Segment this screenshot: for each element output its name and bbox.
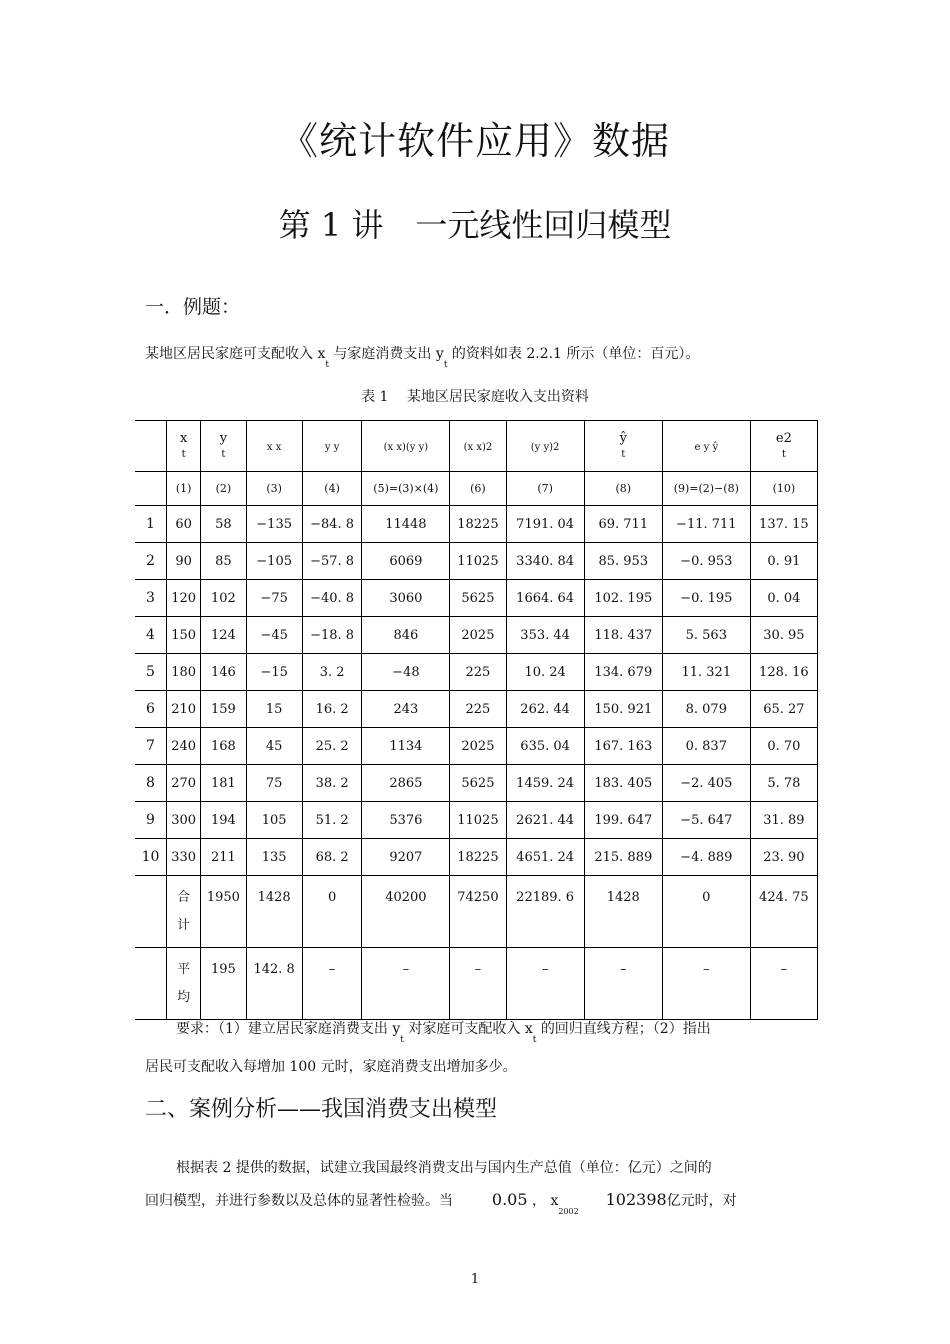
table-cell: 75 (246, 765, 302, 802)
intro-text-3: 的资料如表 2.2.1 所示（单位：百元）。 (451, 346, 700, 362)
sum-cell: 1950 (201, 876, 246, 948)
requirements-line-1 (176, 1018, 711, 1045)
table-cell: 45 (246, 728, 302, 765)
avg-cell: 195 (201, 948, 246, 1020)
table-cell: 1134 (362, 728, 450, 765)
table-cell: 102 (201, 580, 246, 617)
table-cell: 9207 (362, 839, 450, 876)
gdp-value: 102398 (605, 1190, 667, 1209)
table-cell: 51. 2 (302, 802, 362, 839)
header-cell: ŷ t (584, 421, 662, 472)
table-cell: 31. 89 (750, 802, 817, 839)
table-cell: 11. 321 (662, 654, 750, 691)
req-text-2: 对家庭可支配收入 (408, 1021, 521, 1037)
table-cell: 69. 711 (584, 506, 662, 543)
x-sub-2002: 2002 (558, 1207, 579, 1216)
table-cell: 5625 (450, 580, 506, 617)
table-cell: 8. 079 (662, 691, 750, 728)
table-cell: 137. 15 (750, 506, 817, 543)
table-row (135, 691, 818, 728)
req-x-var: x (524, 1021, 533, 1037)
avg-corner (135, 948, 167, 1020)
requirements-line-2: 居民可支配收入每增加 100 元时，家庭消费支出增加多少。 (145, 1059, 517, 1075)
table-cell: 58 (201, 506, 246, 543)
row-number: 2 (135, 543, 167, 580)
table-cell: 215. 889 (584, 839, 662, 876)
avg-label: 平 均 (167, 948, 201, 1020)
table-cell: 5625 (450, 765, 506, 802)
table-cell: 3340. 84 (506, 543, 584, 580)
table-cell: 10. 24 (506, 654, 584, 691)
table-cell: −2. 405 (662, 765, 750, 802)
sum-cell: 424. 75 (750, 876, 817, 948)
table-cell: −0. 953 (662, 543, 750, 580)
column-number: (1) (167, 472, 201, 506)
table-cell: 18225 (450, 839, 506, 876)
table-cell: 150. 921 (584, 691, 662, 728)
table-cell: 150 (167, 617, 201, 654)
table-cell: 120 (167, 580, 201, 617)
column-number: (5)=(3)×(4) (362, 472, 450, 506)
intro-x-var: x (317, 346, 326, 362)
row-number: 10 (135, 839, 167, 876)
avg-cell: 142. 8 (246, 948, 302, 1020)
row-number: 5 (135, 654, 167, 691)
table-cell: 3060 (362, 580, 450, 617)
table-cell: 7191. 04 (506, 506, 584, 543)
table-cell: 23. 90 (750, 839, 817, 876)
table-avg-row (135, 948, 818, 1020)
table-cell: −45 (246, 617, 302, 654)
x-var: x (550, 1193, 559, 1209)
avg-cell: – (750, 948, 817, 1020)
header-cell: y t (201, 421, 246, 472)
table-cell: −135 (246, 506, 302, 543)
table-cell: 183. 405 (584, 765, 662, 802)
table-row (135, 580, 818, 617)
lecture-title: 第 1 讲 一元线性回归模型 (278, 206, 672, 244)
header-cell: (y y)2 (506, 421, 584, 472)
table-cell: 15 (246, 691, 302, 728)
header-cell: x x (246, 421, 302, 472)
page-number: 1 (470, 1272, 480, 1287)
header-cell: y y (302, 421, 362, 472)
table-cell: 135 (246, 839, 302, 876)
avg-cell: – (302, 948, 362, 1020)
table-cell: 38. 2 (302, 765, 362, 802)
table-cell: 16. 2 (302, 691, 362, 728)
table-cell: 11448 (362, 506, 450, 543)
table-cell: 85 (201, 543, 246, 580)
req-text-3: 的回归直线方程；（2）指出 (540, 1021, 711, 1037)
sum-label: 合 计 (167, 876, 201, 948)
row-number: 4 (135, 617, 167, 654)
req-y-var: y (392, 1021, 401, 1037)
table-cell: 168 (201, 728, 246, 765)
table-cell: 2025 (450, 617, 506, 654)
table-cell: 30. 95 (750, 617, 817, 654)
sum-cell: 74250 (450, 876, 506, 948)
table-cell: 3. 2 (302, 654, 362, 691)
table-cell: 68. 2 (302, 839, 362, 876)
section2-text-a: 回归模型，并进行参数以及总体的显著性检验。当 (145, 1193, 453, 1209)
table-cell: 60 (167, 506, 201, 543)
table-cell: 18225 (450, 506, 506, 543)
table-cell: 225 (450, 691, 506, 728)
column-number-corner (135, 472, 167, 506)
sum-cell: 22189. 6 (506, 876, 584, 948)
header-cell: (x x)(y y) (362, 421, 450, 472)
section2-text-b: 亿元时，对 (666, 1193, 737, 1209)
row-number: 7 (135, 728, 167, 765)
data-table (135, 420, 818, 1020)
table-cell: 146 (201, 654, 246, 691)
intro-text-1: 某地区居民家庭可支配收入 (145, 346, 313, 362)
header-cell: e2 t (750, 421, 817, 472)
table-row (135, 654, 818, 691)
table-cell: 0. 70 (750, 728, 817, 765)
sum-cell: 0 (302, 876, 362, 948)
header-cell: (x x)2 (450, 421, 506, 472)
table-cell: 353. 44 (506, 617, 584, 654)
table-row (135, 802, 818, 839)
avg-cell: – (362, 948, 450, 1020)
intro-y-var: y (435, 346, 444, 362)
table-cell: 1664. 64 (506, 580, 584, 617)
sum-cell: 40200 (362, 876, 450, 948)
table-cell: 211 (201, 839, 246, 876)
row-number: 6 (135, 691, 167, 728)
header-cell: x t (167, 421, 201, 472)
intro-x-sub: t (325, 360, 329, 370)
table-cell: 0. 04 (750, 580, 817, 617)
table-cell: 1459. 24 (506, 765, 584, 802)
table-cell: 90 (167, 543, 201, 580)
header-corner (135, 421, 167, 472)
table-cell: 2865 (362, 765, 450, 802)
table-cell: 134. 679 (584, 654, 662, 691)
table-cell: −15 (246, 654, 302, 691)
table-cell: 262. 44 (506, 691, 584, 728)
table-cell: 300 (167, 802, 201, 839)
table-cell: 194 (201, 802, 246, 839)
column-number: (4) (302, 472, 362, 506)
avg-cell: – (506, 948, 584, 1020)
table-cell: 0. 91 (750, 543, 817, 580)
req-text-1: 要求：（1）建立居民家庭消费支出 (176, 1021, 388, 1037)
table-cell: 167. 163 (584, 728, 662, 765)
table-cell: 25. 2 (302, 728, 362, 765)
table-cell: 2621. 44 (506, 802, 584, 839)
column-number: (9)=(2)−(8) (662, 472, 750, 506)
column-number: (2) (201, 472, 246, 506)
table-cell: 240 (167, 728, 201, 765)
table-cell: 243 (362, 691, 450, 728)
req-y-sub: t (400, 1035, 404, 1045)
avg-cell: – (662, 948, 750, 1020)
table-row (135, 839, 818, 876)
table-cell: −84. 8 (302, 506, 362, 543)
row-number: 1 (135, 506, 167, 543)
table-cell: 128. 16 (750, 654, 817, 691)
table-cell: −4. 889 (662, 839, 750, 876)
section2-line-2 (145, 1190, 737, 1216)
table-cell: 180 (167, 654, 201, 691)
table-row (135, 543, 818, 580)
document-title: 《统计软件应用》数据 (279, 119, 670, 163)
table-cell: 6069 (362, 543, 450, 580)
column-number: (3) (246, 472, 302, 506)
table-cell: 210 (167, 691, 201, 728)
section1-intro (145, 343, 700, 370)
table-cell: 85. 953 (584, 543, 662, 580)
table-caption: 表 1 某地区居民家庭收入支出资料 (361, 389, 589, 405)
table-cell: 5. 78 (750, 765, 817, 802)
table-row (135, 728, 818, 765)
row-number: 8 (135, 765, 167, 802)
req-x-sub: t (532, 1035, 537, 1045)
table-cell: −57. 8 (302, 543, 362, 580)
table-cell: 102. 195 (584, 580, 662, 617)
table-row (135, 617, 818, 654)
column-number-row (135, 472, 818, 506)
table-row (135, 765, 818, 802)
table-cell: 159 (201, 691, 246, 728)
table-cell: 105 (246, 802, 302, 839)
table-cell: 5376 (362, 802, 450, 839)
table-cell: 118. 437 (584, 617, 662, 654)
table-cell: 330 (167, 839, 201, 876)
table-cell: 225 (450, 654, 506, 691)
comma: ， (531, 1193, 546, 1209)
section2-heading: 二、案例分析——我国消费支出模型 (145, 1097, 498, 1122)
table-cell: 270 (167, 765, 201, 802)
table-sum-row (135, 876, 818, 948)
alpha-value: 0.05 (491, 1190, 528, 1209)
column-number: (7) (506, 472, 584, 506)
table-cell: 5. 563 (662, 617, 750, 654)
sum-cell: 1428 (246, 876, 302, 948)
column-number: (8) (584, 472, 662, 506)
sum-corner (135, 876, 167, 948)
table-cell: 11025 (450, 802, 506, 839)
column-number: (10) (750, 472, 817, 506)
table-cell: −0. 195 (662, 580, 750, 617)
avg-cell: – (584, 948, 662, 1020)
row-number: 3 (135, 580, 167, 617)
section2-line-1: 根据表 2 提供的数据，试建立我国最终消费支出与国内生产总值（单位：亿元）之间的 (176, 1160, 712, 1176)
row-number: 9 (135, 802, 167, 839)
table-cell: −40. 8 (302, 580, 362, 617)
avg-cell: – (450, 948, 506, 1020)
table-cell: 11025 (450, 543, 506, 580)
table-cell: 635. 04 (506, 728, 584, 765)
table-cell: −48 (362, 654, 450, 691)
table-cell: 2025 (450, 728, 506, 765)
table-cell: −5. 647 (662, 802, 750, 839)
table-header-row (135, 421, 818, 472)
table-cell: 124 (201, 617, 246, 654)
sum-cell: 1428 (584, 876, 662, 948)
column-number: (6) (450, 472, 506, 506)
table-cell: −18. 8 (302, 617, 362, 654)
table-cell: −105 (246, 543, 302, 580)
header-cell: e y ŷ (662, 421, 750, 472)
section1-heading: 一．例题： (145, 296, 241, 318)
sum-cell: 0 (662, 876, 750, 948)
intro-text-2: 与家庭消费支出 (333, 346, 432, 362)
table-cell: 4651. 24 (506, 839, 584, 876)
table-cell: 65. 27 (750, 691, 817, 728)
table-row (135, 506, 818, 543)
table-cell: −11. 711 (662, 506, 750, 543)
intro-y-sub: t (443, 360, 448, 370)
table-cell: 199. 647 (584, 802, 662, 839)
table-cell: −75 (246, 580, 302, 617)
table-cell: 181 (201, 765, 246, 802)
table-cell: 0. 837 (662, 728, 750, 765)
table-cell: 846 (362, 617, 450, 654)
